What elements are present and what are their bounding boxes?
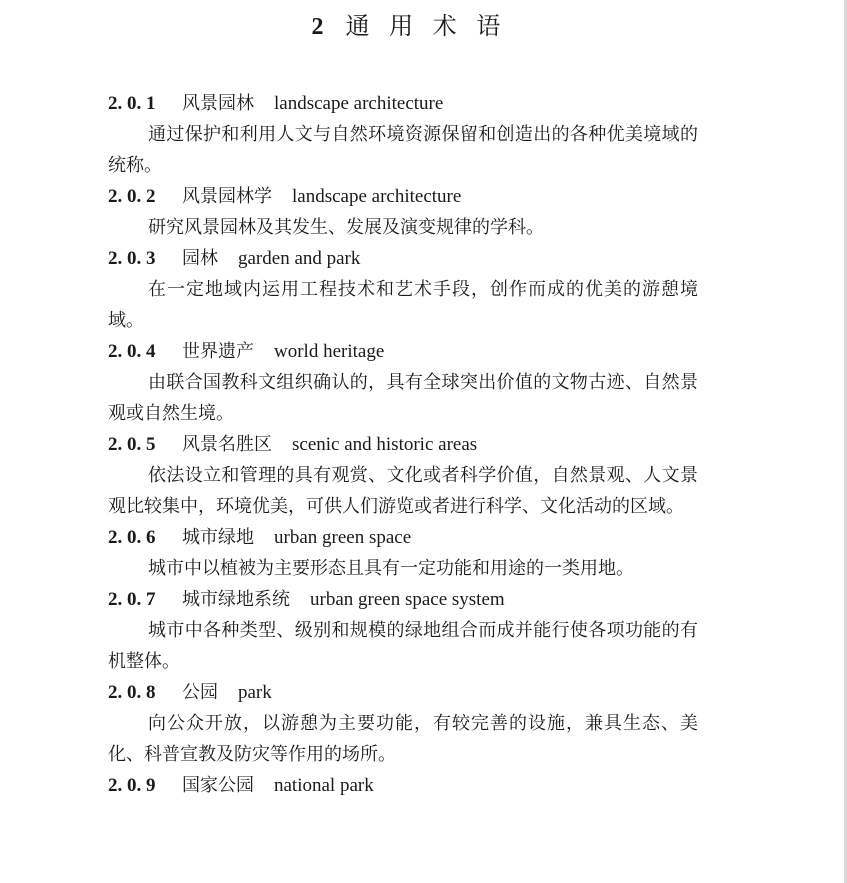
term-english: landscape architecture xyxy=(292,186,462,207)
term-number: 2. 0. 3 xyxy=(108,248,156,269)
term-entry xyxy=(108,584,706,677)
term-entry xyxy=(108,770,706,801)
term-definition: 在一定地域内运用工程技术和艺术手段，创作而成的优美的游憩境域。 xyxy=(108,279,698,331)
term-english: urban green space xyxy=(274,527,412,548)
term-chinese: 城市绿地系统 xyxy=(182,589,290,610)
term-heading xyxy=(108,584,706,615)
term-entry xyxy=(108,429,706,522)
term-entry xyxy=(108,522,706,584)
chapter-title xyxy=(304,6,514,41)
term-chinese: 风景园林学 xyxy=(182,186,272,207)
term-heading xyxy=(108,243,706,274)
term-heading xyxy=(108,522,706,553)
term-english: scenic and historic areas xyxy=(292,434,478,455)
chapter-number: 2 xyxy=(311,14,330,40)
term-chinese: 风景园林 xyxy=(182,93,254,114)
term-definition: 通过保护和利用人文与自然环境资源保留和创造出的各种优美境域的统称。 xyxy=(108,124,698,176)
term-entry xyxy=(108,88,706,181)
term-definition: 依法设立和管理的具有观赏、文化或者科学价值，自然景观、人文景观比较集中，环境优美，可供人们游览或者进行科学、文化活动的区域。 xyxy=(108,465,698,517)
term-list xyxy=(108,88,706,801)
term-number: 2. 0. 8 xyxy=(108,682,156,703)
term-heading xyxy=(108,770,706,801)
term-heading xyxy=(108,336,706,367)
chapter-heading: 通 用 术 语 xyxy=(345,12,507,40)
term-english: national park xyxy=(274,775,374,796)
term-definition: 城市中以植被为主要形态且具有一定功能和用途的一类用地。 xyxy=(148,558,634,579)
term-english: urban green space system xyxy=(310,589,505,610)
term-heading xyxy=(108,181,706,212)
term-chinese: 国家公园 xyxy=(182,775,254,796)
term-definition: 城市中各种类型、级别和规模的绿地组合而成并能行使各项功能的有机整体。 xyxy=(108,620,698,672)
term-heading xyxy=(108,677,706,708)
term-number: 2. 0. 1 xyxy=(108,93,156,114)
term-chinese: 世界遗产 xyxy=(182,341,254,362)
term-number: 2. 0. 9 xyxy=(108,775,156,796)
term-heading xyxy=(108,429,706,460)
term-number: 2. 0. 7 xyxy=(108,589,156,610)
term-number: 2. 0. 2 xyxy=(108,186,156,207)
term-definition: 研究风景园林及其发生、发展及演变规律的学科。 xyxy=(148,217,544,238)
term-english: world heritage xyxy=(274,341,385,362)
term-entry xyxy=(108,181,706,243)
term-number: 2. 0. 5 xyxy=(108,434,156,455)
term-entry xyxy=(108,243,706,336)
term-chinese: 城市绿地 xyxy=(182,527,254,548)
term-entry xyxy=(108,677,706,770)
term-definition: 由联合国教科文组织确认的，具有全球突出价值的文物古迹、自然景观或自然生境。 xyxy=(108,372,698,424)
term-chinese: 公园 xyxy=(182,682,218,703)
term-number: 2. 0. 6 xyxy=(108,527,156,548)
term-chinese: 园林 xyxy=(182,248,218,269)
term-number: 2. 0. 4 xyxy=(108,341,156,362)
term-definition: 向公众开放，以游憩为主要功能，有较完善的设施，兼具生态、美化、科普宣教及防灾等作用的场所。 xyxy=(108,713,698,765)
term-english: garden and park xyxy=(238,248,361,269)
term-english: landscape architecture xyxy=(274,93,444,114)
term-english: park xyxy=(238,682,272,703)
term-heading xyxy=(108,88,706,119)
term-chinese: 风景名胜区 xyxy=(182,434,272,455)
term-entry xyxy=(108,336,706,429)
